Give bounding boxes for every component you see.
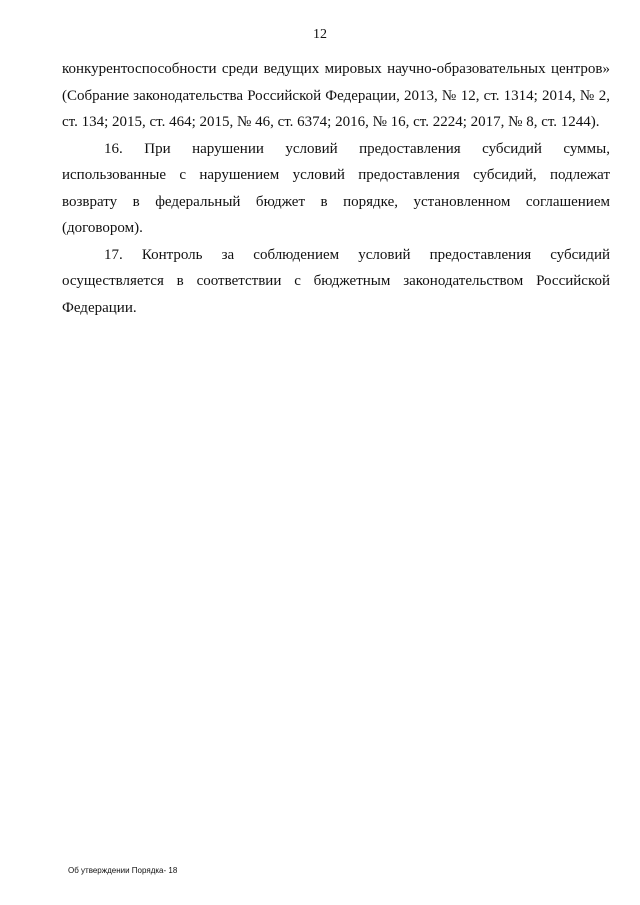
page-number: 12: [313, 27, 327, 42]
paragraph-continuation: конкурентоспособности среди ведущих мировых научно-образовательных центров» (Собрание законодательства Российской Федерации, 2013, № 12, ст. 1314; 2014, № 2, ст. 134; 2015, ст. 464; 2015, № 46, ст. 6374; 2016, № 16, ст. 2224; 2017, № 8, ст. 1244).: [62, 61, 610, 130]
document-body: [62, 56, 610, 321]
paragraph-16: 16. При нарушении условий предоставления субсидий суммы, использованные с нарушением условий предоставления субсидий, подлежат возврату в федеральный бюджет в порядке, установленном соглашением (договором).: [62, 140, 610, 236]
footer-note: Об утверждении Порядка- 18: [68, 866, 178, 875]
paragraph-17: 17. Контроль за соблюдением условий предоставления субсидий осуществляется в соответствии с бюджетным законодательством Российской Федерации.: [62, 246, 610, 316]
